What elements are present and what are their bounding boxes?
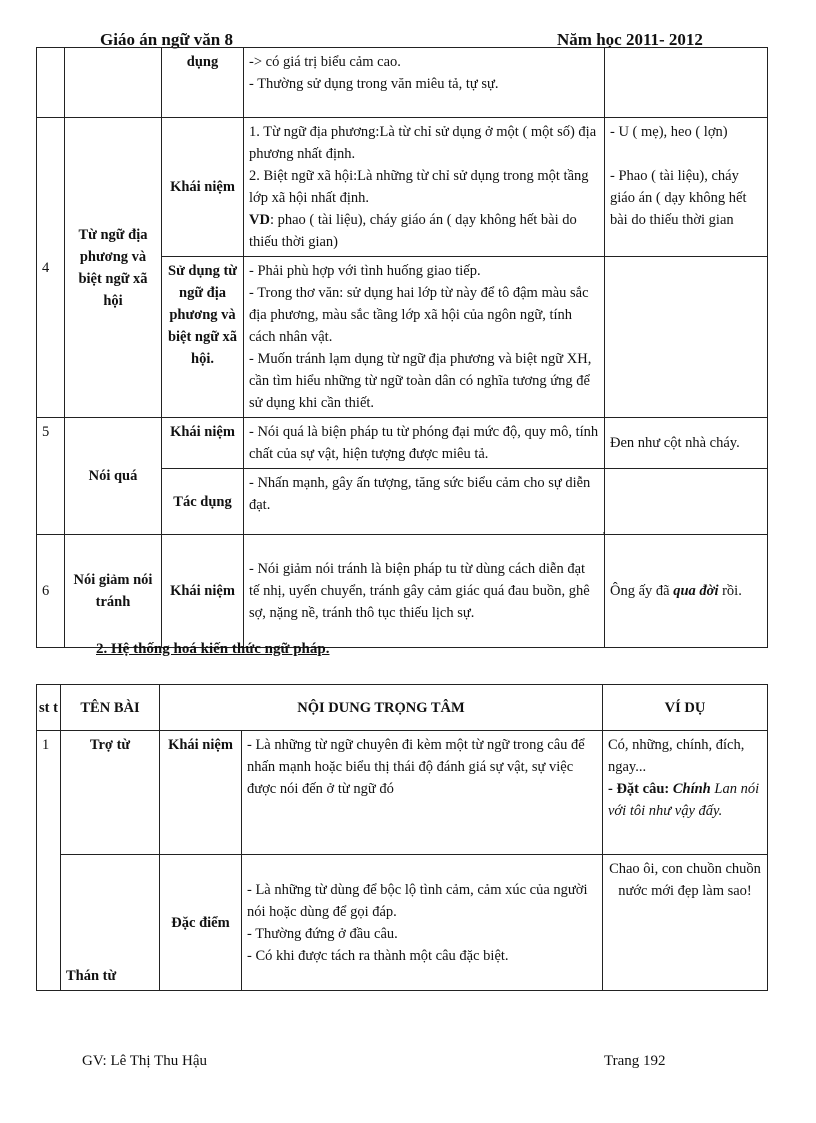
section-2-title: 2. Hệ thống hoá kiến thức ngữ pháp. xyxy=(96,641,330,657)
header-school-year: Năm học 2011- 2012 xyxy=(557,30,703,49)
content-cell: - Nói giảm nói tránh là biện pháp tu từ dùng cách diễn đạt tế nhị, uyển chuyển, tránh gây cảm giác quá đau buồn, ghê sợ, nặng nề, tránh thô tục thiếu lịch sự. xyxy=(244,535,605,648)
sub-label: Khái niệm xyxy=(162,118,244,257)
stray-mark: ' xyxy=(603,531,605,542)
row-number: 4 xyxy=(37,118,65,418)
content-cell: - Nói quá là biện pháp tu từ phóng đại mức độ, quy mô, tính chất của sự vật, hiện tượng được miêu tả. xyxy=(244,418,605,469)
topic-cell: Nói giảm nói tránh xyxy=(65,535,162,648)
topic-cell: Trợ từ xyxy=(61,731,160,855)
table-row xyxy=(37,855,768,991)
row-number: 1 xyxy=(37,731,61,991)
sub-label: Đặc điểm xyxy=(160,855,242,991)
example-italic: Lan nói với tôi như vậy đấy. xyxy=(608,781,760,819)
header-name: TÊN BÀI xyxy=(61,685,160,731)
example-pre: Ông ấy đã xyxy=(610,583,674,599)
example-text: : phao ( tài liệu), cháy giáo án ( dạy không hết bài do thiếu thời gian) xyxy=(249,212,577,250)
example-cell xyxy=(605,535,768,648)
sub-label: dụng xyxy=(162,48,244,118)
content-cell: - Nhấn mạnh, gây ấn tượng, tăng sức biểu cảm cho sự diễn đạt. xyxy=(244,469,605,535)
example-cell: - U ( mẹ), heo ( lợn) - Phao ( tài liệu), cháy giáo án ( dạy không hết bài do thiếu thời gian xyxy=(605,118,768,257)
example-bold: qua đời xyxy=(673,583,719,599)
content-cell: -> có giá trị biểu cảm cao. - Thường sử dụng trong văn miêu tả, tự sự. xyxy=(244,48,605,118)
content-cell: - Phải phù hợp với tình huống giao tiếp. - Trong thơ văn: sử dụng hai lớp từ này để tô đậm màu sắc địa phương, màu sắc tầng lớp xã hội của ngôn ngữ, tính cách nhân vật. - Muốn tránh lạm dụng từ ngữ địa phương và biệt ngữ XH, cần tìm hiểu những từ ngữ toàn dân có nghĩa tương ứng để sử dụng khi cần thiết. xyxy=(244,257,605,418)
sub-label: Khái niệm xyxy=(162,418,244,469)
example-post: rồi. xyxy=(718,583,742,599)
row-number: 5 xyxy=(37,418,65,535)
concept-text: 1. Từ ngữ địa phương:Là từ chỉ sử dụng ở một ( một số) địa phương nhất định. 2. Biệt ngữ xã hội:Là những từ chỉ sử dụng trong một tầng lớp xã hội nhất định. xyxy=(249,124,597,206)
review-table-2 xyxy=(36,684,768,991)
example-cell: Chao ôi, con chuồn chuồn nước mới đẹp làm sao! xyxy=(603,855,768,991)
content-cell xyxy=(244,118,605,257)
header-subject: Giáo án ngữ văn 8 xyxy=(100,30,234,49)
content-cell: - Là những từ dùng để bộc lộ tình cảm, cảm xúc của người nói hoặc dùng để gọi đáp. - Thường đứng ở đầu câu. - Có khi được tách ra thành một câu đặc biệt. xyxy=(242,855,603,991)
example-cell xyxy=(603,731,768,855)
review-table-1 xyxy=(36,47,768,648)
topic-cell: Từ ngữ địa phương và biệt ngữ xã hội xyxy=(65,118,162,418)
table-row xyxy=(37,48,768,118)
example-line: Có, những, chính, đích, ngay... xyxy=(608,737,745,775)
header-stt: st t xyxy=(37,685,61,731)
example-label: - Đặt câu: xyxy=(608,781,670,797)
table-row xyxy=(37,535,768,648)
sub-label: Khái niệm xyxy=(160,731,242,855)
table-row xyxy=(37,731,768,855)
topic-cell: Thán từ xyxy=(61,855,160,991)
table-row xyxy=(37,118,768,257)
sub-label: Tác dụng xyxy=(162,469,244,535)
table-header-row xyxy=(37,685,768,731)
content-cell: - Là những từ ngữ chuyên đi kèm một từ ngữ trong câu để nhấn mạnh hoặc biểu thị thái độ đánh giá sự vật, sự việc được nói đến ở từ ngữ đó xyxy=(242,731,603,855)
row-number: 6 xyxy=(37,535,65,648)
sub-label: Sử dụng từ ngữ địa phương và biệt ngữ xã hội. xyxy=(162,257,244,418)
example-bold: Chính xyxy=(672,781,711,797)
example-label: VD xyxy=(249,212,270,228)
footer-teacher: GV: Lê Thị Thu Hậu xyxy=(82,1053,207,1069)
table-row xyxy=(37,418,768,469)
topic-cell: Nói quá xyxy=(65,418,162,535)
sub-label: Khái niệm xyxy=(162,535,244,648)
header-content: NỘI DUNG TRỌNG TÂM xyxy=(160,685,603,731)
example-cell: Đen như cột nhà cháy. xyxy=(605,418,768,469)
header-example: VÍ DỤ xyxy=(603,685,768,731)
footer-page-number: Trang 192 xyxy=(604,1053,666,1069)
